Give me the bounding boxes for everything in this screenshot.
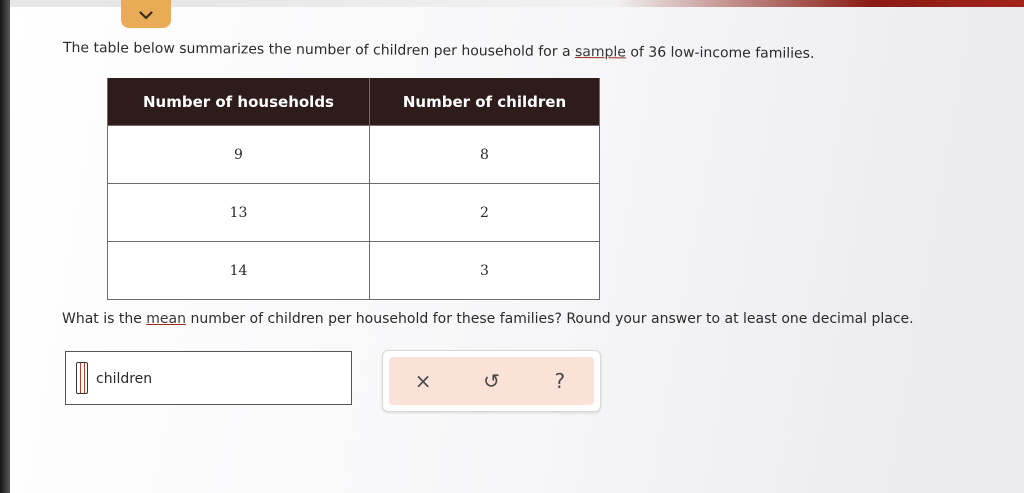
table-cell-children: 2	[370, 184, 600, 242]
table-cell-children: 8	[370, 126, 600, 184]
table-cell-children: 3	[370, 242, 600, 300]
question-text	[62, 311, 914, 327]
text-cursor-icon	[76, 362, 88, 394]
left-edge-shadow	[0, 0, 10, 493]
help-button[interactable]	[540, 361, 580, 401]
column-header-households: Number of households	[108, 78, 370, 126]
table-header-row	[108, 78, 600, 126]
sample-link[interactable]: sample	[574, 44, 626, 61]
answer-actions	[389, 357, 594, 405]
table-cell-households: 13	[108, 184, 370, 242]
help-icon: ?	[554, 369, 566, 393]
table-cell-households: 14	[108, 242, 370, 300]
collapse-toggle[interactable]	[121, 0, 171, 28]
problem-statement	[63, 40, 815, 62]
undo-icon: ↺	[483, 369, 500, 393]
households-table	[107, 78, 600, 300]
answer-input[interactable]	[65, 351, 352, 405]
question-text-start: What is the	[62, 311, 147, 327]
table-row	[108, 242, 600, 300]
clear-button[interactable]	[403, 361, 443, 401]
close-icon: ×	[414, 369, 432, 393]
column-header-children: Number of children	[370, 78, 600, 126]
question-text-end: number of children per household for these families? Round your answer to at least one decimal place.	[186, 311, 914, 327]
prompt-text-end: of 36 low-income families.	[625, 44, 815, 62]
table-row	[108, 126, 600, 184]
table-cell-households: 9	[108, 126, 370, 184]
answer-unit-label: children	[96, 371, 153, 387]
chevron-down-icon	[139, 5, 153, 24]
prompt-text-start: The table below summarizes the number of children per household for a	[62, 40, 576, 61]
undo-button[interactable]	[471, 361, 511, 401]
table-row	[108, 184, 600, 242]
mean-link[interactable]: mean	[146, 311, 186, 327]
answer-actions-panel	[382, 350, 601, 412]
